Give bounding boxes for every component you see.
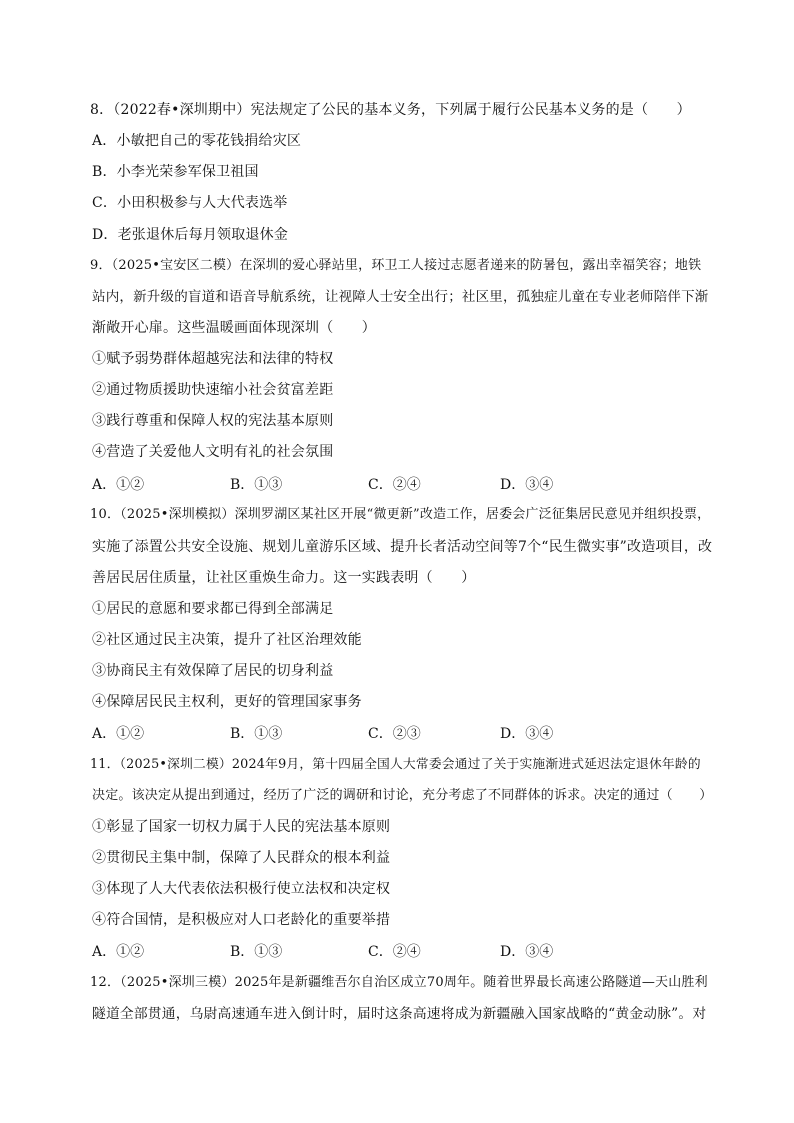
question-10-answer-b: B．①③ xyxy=(230,726,283,742)
question-11-stem-line-1: 11．（2025•深圳二模）2024年9月，第十四届全国人大常委会通过了关于实施渐进式延迟法定退休年龄的 xyxy=(90,757,701,772)
question-10-stem-line-2: 实施了添置公共安全设施、规划儿童游乐区域、提升长者活动空间等7个“民生微实事”改造项目，改 xyxy=(92,539,713,555)
question-10-statement-4: ④保障居民民主权利，更好的管理国家事务 xyxy=(92,694,362,710)
question-10-stem-line-1: 10．（2025•深圳模拟）深圳罗湖区某社区开展“微更新”改造工作，居委会广泛征集居民意见并组织投票， xyxy=(90,507,711,522)
question-9-stem-line-3: 渐敞开心扉。这些温暖画面体现深圳（ ） xyxy=(92,320,376,336)
question-9-statement-4: ④营造了关爱他人文明有礼的社会氛围 xyxy=(92,444,334,460)
question-10-answer-c: C．②③ xyxy=(368,726,421,742)
question-8-choice-d: D．老张退休后每月领取退休金 xyxy=(92,227,289,243)
question-11-statement-3: ③体现了人大代表依法积极行使立法权和决定权 xyxy=(92,881,391,897)
question-11-statement-4: ④符合国情，是积极应对人口老龄化的重要举措 xyxy=(92,912,391,928)
question-9-statement-2: ②通过物质援助快速缩小社会贫富差距 xyxy=(92,382,334,398)
question-8-choice-c: C．小田积极参与人大代表选举 xyxy=(92,195,288,211)
question-10-statement-2: ②社区通过民主决策，提升了社区治理效能 xyxy=(92,632,362,648)
question-9-answer-b: B．①③ xyxy=(230,477,283,493)
question-8-choice-a: A．小敏把自己的零花钱捐给灾区 xyxy=(92,133,302,149)
question-10-statement-1: ①居民的意愿和要求都已得到全部满足 xyxy=(92,601,334,617)
question-11-answer-b: B．①③ xyxy=(230,944,283,960)
question-10-answer-d: D．③④ xyxy=(500,726,554,742)
question-9-answer-c: C．②④ xyxy=(368,477,421,493)
question-12-stem-line-1: 12．（2025•深圳三模）2025年是新疆维吾尔自治区成立70周年。随着世界最长高速公路隧道—天山胜利 xyxy=(90,975,708,990)
question-10-answer-a: A．①② xyxy=(92,726,145,742)
question-9-answer-a: A．①② xyxy=(92,477,145,493)
question-10-stem-line-3: 善居民居住质量，让社区重焕生命力。这一实践表明（ ） xyxy=(92,570,476,586)
question-9-statement-1: ①赋予弱势群体超越宪法和法律的特权 xyxy=(92,351,334,367)
question-8-choice-b: B．小李光荣参军保卫祖国 xyxy=(92,164,259,180)
question-10-statement-3: ③协商民主有效保障了居民的切身利益 xyxy=(92,663,334,679)
question-11-answer-c: C．②④ xyxy=(368,944,421,960)
question-9-statement-3: ③践行尊重和保障人权的宪法基本原则 xyxy=(92,413,334,429)
question-11-answer-d: D．③④ xyxy=(500,944,554,960)
question-9-stem-line-1: 9．（2025•宝安区二模）在深圳的爱心驿站里，环卫工人接过志愿者递来的防暑包，露出幸福笑容；地铁 xyxy=(90,258,702,273)
question-9-stem-line-2: 站内，新升级的盲道和语音导航系统，让视障人士安全出行；社区里，孤独症儿童在专业老师陪伴下渐 xyxy=(92,289,709,305)
question-12-stem-line-2: 隧道全部贯通，乌尉高速通车进入倒计时，届时这条高速将成为新疆融入国家战略的“黄金动脉”。对 xyxy=(92,1006,707,1022)
question-11-statement-2: ②贯彻民主集中制，保障了人民群众的根本利益 xyxy=(92,850,391,866)
question-11-statement-1: ①彰显了国家一切权力属于人民的宪法基本原则 xyxy=(92,819,391,835)
question-8-stem: 8．（2022春•深圳期中）宪法规定了公民的基本义务，下列属于履行公民基本义务的是（ ） xyxy=(90,102,691,118)
question-11-answer-a: A．①② xyxy=(92,944,145,960)
question-9-answer-d: D．③④ xyxy=(500,477,554,493)
question-11-stem-line-2: 决定。该决定从提出到通过，经历了广泛的调研和讨论，充分考虑了不同群体的诉求。决定的通过（ ） xyxy=(92,788,713,803)
